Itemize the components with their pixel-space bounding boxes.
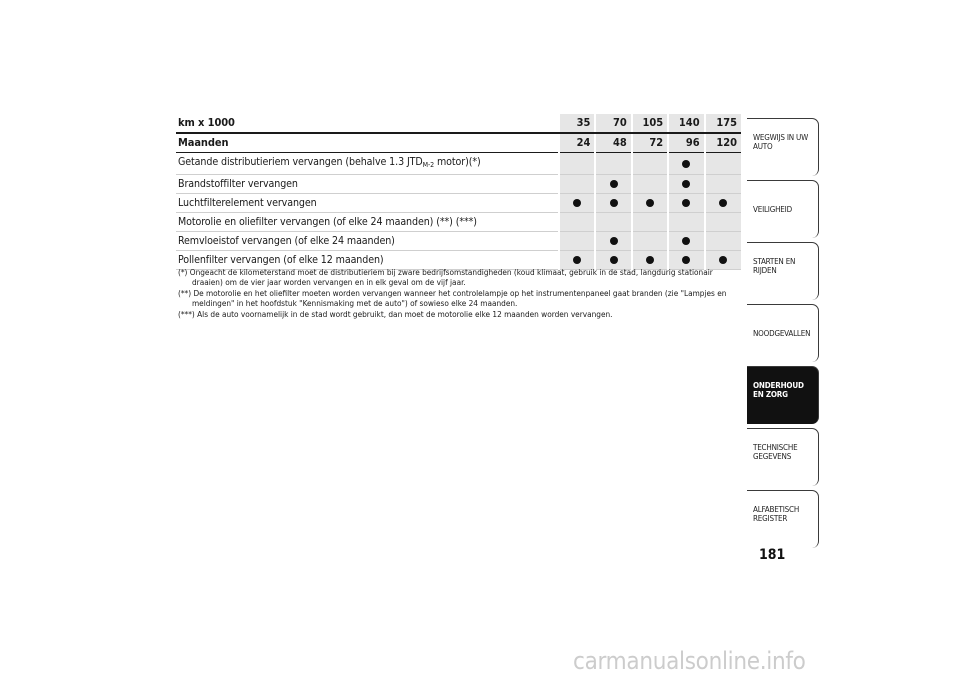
km-header-value: 70 bbox=[595, 114, 631, 133]
chapter-tab-label: VEILIGHEID bbox=[753, 205, 792, 214]
filled-circle-icon bbox=[682, 237, 690, 245]
row-label bbox=[176, 194, 559, 213]
schedule-cell bbox=[559, 175, 595, 194]
chapter-tab-label: WEGWIJS IN UW AUTO bbox=[753, 133, 809, 151]
maintenance-schedule bbox=[176, 114, 741, 270]
chapter-tab-label: NOODGEVALLEN bbox=[753, 329, 811, 338]
row-label-text: Remvloeistof vervangen (of elke 24 maanden) bbox=[178, 235, 395, 247]
schedule-cell bbox=[595, 153, 631, 175]
km-header-value: 140 bbox=[668, 114, 704, 133]
footnote: (*) Ongeacht de kilometerstand moet de distributieriem bij zware bedrijfsomstandigheden (koud klimaat, gebruik in de stad, langdurig stationair draaien) om de vier jaar worden vervangen en in elk geval om de vijf jaar. bbox=[178, 267, 713, 288]
filled-circle-icon bbox=[682, 160, 690, 168]
row-label-text: Getande distributieriem vervangen (behalve 1.3 JTD bbox=[178, 156, 423, 168]
months-header-label: Maanden bbox=[176, 133, 559, 153]
table-row bbox=[176, 194, 741, 213]
row-label bbox=[176, 213, 559, 232]
row-label-suffix: motor)(*) bbox=[434, 156, 481, 168]
filled-circle-icon bbox=[682, 256, 690, 264]
schedule-cell bbox=[668, 232, 704, 251]
months-header-value: 48 bbox=[595, 133, 631, 153]
schedule-cell bbox=[595, 175, 631, 194]
filled-circle-icon bbox=[610, 256, 618, 264]
footnote: (**) De motorolie en het oliefilter moeten worden vervangen wanneer het controlelampje op het instrumentenpaneel gaat branden (zie "Lampjes en meldingen" in het hoofdstuk "Kennismaking met de auto") of sowieso elke 24 maanden. bbox=[178, 287, 727, 309]
filled-circle-icon bbox=[610, 237, 618, 245]
chapter-tab[interactable] bbox=[747, 490, 819, 548]
months-header-value: 120 bbox=[705, 133, 741, 153]
schedule-cell bbox=[559, 194, 595, 213]
chapter-tab-label: ONDERHOUD EN ZORG bbox=[753, 381, 804, 399]
months-header-value: 24 bbox=[559, 133, 595, 153]
schedule-cell bbox=[705, 232, 741, 251]
schedule-cell bbox=[559, 232, 595, 251]
chapter-tab[interactable] bbox=[747, 180, 819, 238]
table-row bbox=[176, 175, 741, 194]
km-header-value: 175 bbox=[705, 114, 741, 133]
schedule-cell bbox=[705, 175, 741, 194]
chapter-tab[interactable] bbox=[747, 366, 819, 424]
filled-circle-icon bbox=[573, 199, 581, 207]
chapter-tab-label: ALFABETISCH REGISTER bbox=[753, 505, 800, 523]
chapter-tab[interactable] bbox=[747, 118, 819, 176]
table-row bbox=[176, 232, 741, 251]
schedule-cell bbox=[632, 175, 668, 194]
footnotes bbox=[178, 267, 743, 319]
row-label-text: Pollenfilter vervangen (of elke 12 maanden) bbox=[178, 254, 384, 266]
months-header bbox=[176, 133, 741, 153]
schedule-cell bbox=[559, 153, 595, 175]
chapter-tab[interactable] bbox=[747, 304, 819, 362]
filled-circle-icon bbox=[719, 256, 727, 264]
footnote: (***) Als de auto voornamelijk in de stad wordt gebruikt, dan moet de motorolie elke 12 maanden worden vervangen. bbox=[178, 308, 613, 319]
filled-circle-icon bbox=[610, 199, 618, 207]
filled-circle-icon bbox=[682, 180, 690, 188]
filled-circle-icon bbox=[573, 256, 581, 264]
schedule-cell bbox=[632, 213, 668, 232]
row-label-text: Luchtfilterelement vervangen bbox=[178, 197, 317, 209]
schedule-cell bbox=[595, 232, 631, 251]
row-label bbox=[176, 175, 559, 194]
schedule-cell bbox=[595, 213, 631, 232]
schedule-cell bbox=[559, 213, 595, 232]
schedule-cell bbox=[668, 153, 704, 175]
row-label-text: Motorolie en oliefilter vervangen (of elke 24 maanden) (**) (***) bbox=[178, 216, 477, 228]
filled-circle-icon bbox=[610, 180, 618, 188]
row-label bbox=[176, 232, 559, 251]
row-label bbox=[176, 153, 559, 175]
page-number: 181 bbox=[759, 547, 786, 563]
chapter-tab-label: TECHNISCHE GEGEVENS bbox=[753, 443, 798, 461]
filled-circle-icon bbox=[719, 199, 727, 207]
chapter-tab[interactable] bbox=[747, 242, 819, 300]
schedule-cell bbox=[632, 153, 668, 175]
chapter-sidebar bbox=[747, 118, 819, 552]
schedule-cell bbox=[668, 175, 704, 194]
chapter-tab[interactable] bbox=[747, 428, 819, 486]
watermark: carmanualsonline.info bbox=[573, 647, 806, 675]
schedule-cell bbox=[668, 194, 704, 213]
km-header bbox=[176, 114, 741, 133]
row-label-subscript: M-2 bbox=[422, 161, 435, 169]
months-header-value: 96 bbox=[668, 133, 704, 153]
schedule-cell bbox=[705, 153, 741, 175]
row-label-text: Brandstoffilter vervangen bbox=[178, 178, 298, 190]
schedule-cell bbox=[705, 213, 741, 232]
filled-circle-icon bbox=[646, 256, 654, 264]
maintenance-table bbox=[176, 114, 741, 270]
table-row bbox=[176, 213, 741, 232]
schedule-cell bbox=[705, 194, 741, 213]
schedule-cell bbox=[668, 213, 704, 232]
km-header-value: 35 bbox=[559, 114, 595, 133]
schedule-cell bbox=[632, 232, 668, 251]
km-header-label: km x 1000 bbox=[176, 114, 559, 133]
schedule-cell bbox=[595, 194, 631, 213]
chapter-tab-label: STARTEN EN RIJDEN bbox=[753, 257, 796, 275]
filled-circle-icon bbox=[682, 199, 690, 207]
schedule-cell bbox=[632, 194, 668, 213]
table-row bbox=[176, 153, 741, 175]
filled-circle-icon bbox=[646, 199, 654, 207]
km-header-value: 105 bbox=[632, 114, 668, 133]
months-header-value: 72 bbox=[632, 133, 668, 153]
